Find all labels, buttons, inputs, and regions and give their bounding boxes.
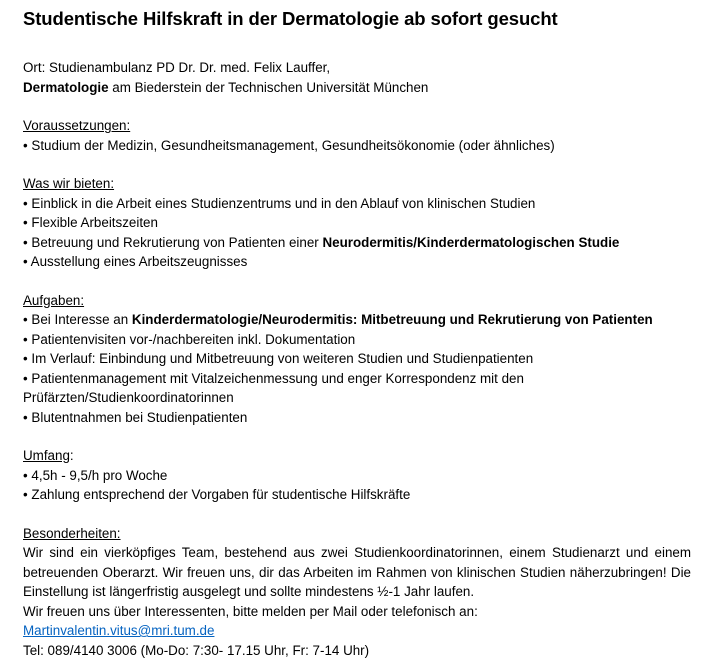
- offer-item: • Einblick in die Arbeit eines Studienzentrums und in den Ablauf von klinischen Studien: [23, 195, 536, 211]
- requirements-section: [23, 116, 691, 155]
- special-section: [23, 524, 691, 661]
- special-paragraph: Wir sind ein vierköpfiges Team, bestehend aus zwei Studienkoordinatorinnen, einem Studienarzt und einem betreuenden Oberarzt. Wir freuen uns, dir das Arbeiten im Rahmen von klinischen Studien näherzubringen! Die Einstellung ist längerfristig ausgelegt und sollte mindestens ½-1 Jahr laufen.: [23, 545, 691, 599]
- offer-item-text: • Betreuung und Rekrutierung von Patienten einer: [23, 234, 323, 250]
- scope-heading-suffix: :: [69, 448, 74, 463]
- location-line2: [23, 78, 691, 98]
- tasks-section: [23, 291, 691, 428]
- tasks-item: • Patientenmanagement mit Vitalzeichenmessung und enger Korrespondenz mit den Prüfärzten/Studienkoordinatorinnen: [23, 370, 524, 405]
- tasks-item: • Blutentnahmen bei Studienpatienten: [23, 409, 248, 425]
- location-line1: Ort: Studienambulanz PD Dr. Dr. med. Felix Lauffer,: [23, 60, 331, 75]
- scope-item: • Zahlung entsprechend der Vorgaben für studentische Hilfskräfte: [23, 487, 411, 502]
- offer-heading: Was wir bieten:: [23, 176, 115, 191]
- scope-heading: Umfang: [23, 448, 70, 463]
- offer-item: • Ausstellung eines Arbeitszeugnisses: [23, 254, 248, 269]
- tasks-item: • Patientenvisiten vor-/nachbereiten inkl. Dokumentation: [23, 331, 356, 347]
- tasks-item-text: • Bei Interesse an: [23, 312, 132, 327]
- location-block: [23, 58, 691, 97]
- tasks-item-bold: Kinderdermatologie/Neurodermitis: Mitbetreuung und Rekrutierung von Patienten: [131, 312, 653, 327]
- requirements-item: • Studium der Medizin, Gesundheitsmanagement, Gesundheitsökonomie (oder ähnliches): [23, 137, 555, 153]
- scope-section: [23, 446, 691, 505]
- special-heading: Besonderheiten:: [23, 525, 121, 541]
- tasks-item: • Im Verlauf: Einbindung und Mitbetreuung von weiteren Studien und Studienpatienten: [23, 351, 534, 366]
- tasks-heading: Aufgaben:: [23, 292, 85, 308]
- scope-heading-line: [23, 446, 691, 466]
- offer-section: [23, 174, 691, 272]
- tasks-item: [23, 310, 691, 330]
- scope-item: • 4,5h - 9,5/h pro Woche: [23, 467, 168, 483]
- contact-intro: Wir freuen uns über Interessenten, bitte melden per Mail oder telefonisch an:: [23, 603, 478, 619]
- offer-item-bold: Neurodermitis/Kinderdermatologischen Studie: [322, 234, 620, 250]
- page-title: Studentische Hilfskraft in der Dermatologie ab sofort gesucht: [23, 8, 558, 29]
- offer-item: [23, 233, 691, 253]
- contact-phone: Tel: 089/4140 3006 (Mo-Do: 7:30- 17.15 Uhr, Fr: 7-14 Uhr): [23, 642, 370, 658]
- location-rest: am Biederstein der Technischen Universität München: [108, 79, 429, 95]
- contact-email-link[interactable]: Martinvalentin.vitus@mri.tum.de: [23, 623, 215, 638]
- location-dept: Dermatologie: [23, 79, 109, 95]
- requirements-heading: Voraussetzungen:: [23, 118, 131, 133]
- offer-item: • Flexible Arbeitszeiten: [23, 215, 158, 230]
- contact-email-line: [23, 621, 691, 641]
